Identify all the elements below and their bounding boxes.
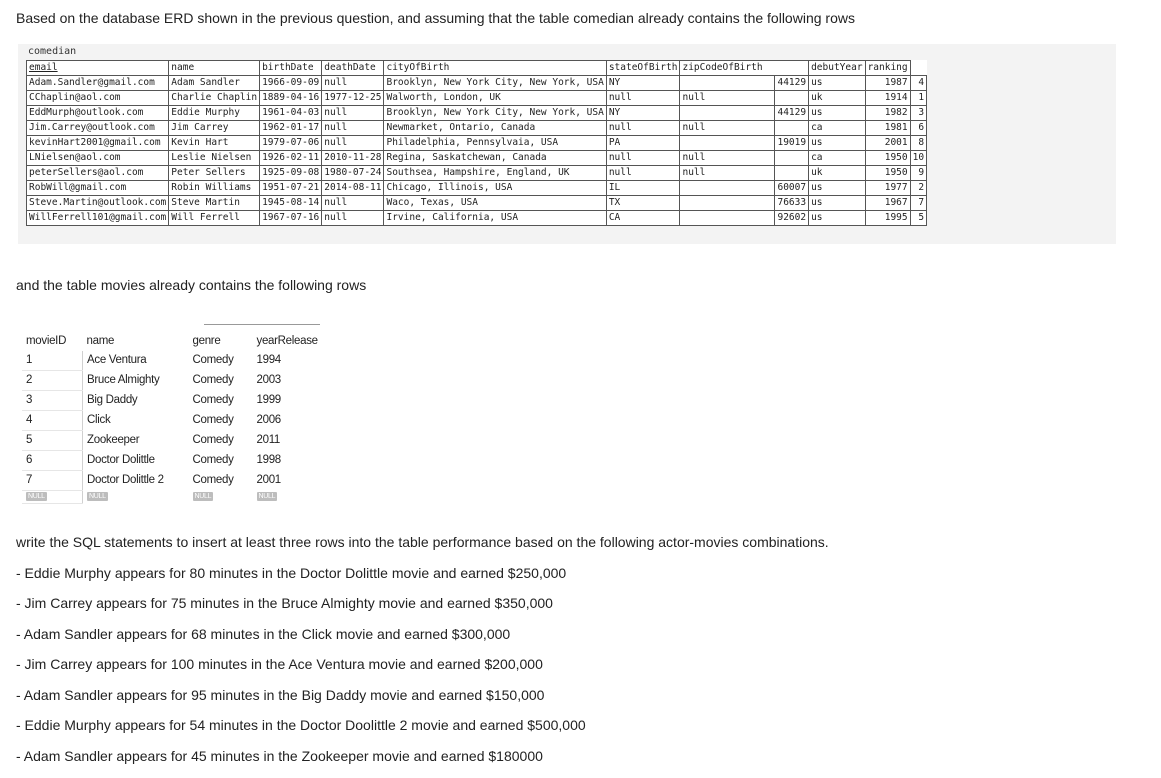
comedian-cell: Irvine, California, USA (384, 211, 606, 226)
movie-row (22, 391, 324, 411)
comedian-cell: us (809, 136, 865, 151)
col-name: name (169, 61, 260, 76)
comedian-row (27, 136, 927, 151)
comedian-cell: peterSellers@aol.com (27, 166, 169, 181)
comedian-cell: 3 (910, 106, 926, 121)
null-badge: NULL (87, 492, 108, 501)
comedian-cell: null (322, 211, 384, 226)
col-debutyear: debutYear (809, 61, 865, 76)
comedian-cell: 1966-09-09 (260, 76, 322, 91)
movie-cell: 2 (22, 371, 83, 391)
movie-cell: 1999 (253, 391, 324, 411)
comedian-cell: 1967 (865, 196, 910, 211)
movie-row (22, 431, 324, 451)
comedian-cell: null (680, 166, 775, 181)
comedian-cell: IL (606, 181, 680, 196)
comedian-cell: Chicago, Illinois, USA (384, 181, 606, 196)
movie-cell: 5 (22, 431, 83, 451)
movies-table (22, 332, 324, 504)
comedian-cell: 4 (910, 76, 926, 91)
movies-divider (204, 324, 320, 325)
comedian-cell: 1 (910, 91, 926, 106)
comedian-table-image (18, 44, 1116, 244)
comedian-cell: Adam.Sandler@gmail.com (27, 76, 169, 91)
comedian-cell: null (322, 76, 384, 91)
col-ranking: ranking (865, 61, 910, 76)
instruction-line: - Adam Sandler appears for 68 minutes in the Click movie and earned $300,000 (16, 626, 829, 657)
comedian-cell: Robin Williams (169, 181, 260, 196)
comedian-cell: null (322, 106, 384, 121)
col-cityofbirth: cityOfBirth (384, 61, 606, 76)
comedian-cell: LNielsen@aol.com (27, 151, 169, 166)
col-deathdate: deathDate (322, 61, 384, 76)
comedian-cell: 1961-04-03 (260, 106, 322, 121)
comedian-cell: 1981 (865, 121, 910, 136)
null-badge: NULL (257, 492, 278, 501)
instruction-line: - Eddie Murphy appears for 54 minutes in the Doctor Doolittle 2 movie and earned $500,000 (16, 717, 829, 748)
comedian-cell: us (809, 76, 865, 91)
comedian-cell: null (606, 121, 680, 136)
comedian-body (27, 76, 927, 226)
comedian-cell: 60007 (775, 181, 809, 196)
comedian-cell (680, 196, 775, 211)
movie-cell: 3 (22, 391, 83, 411)
comedian-cell: WillFerrell101@gmail.com (27, 211, 169, 226)
comedian-cell: null (606, 151, 680, 166)
comedian-row (27, 91, 927, 106)
comedian-cell: Steve.Martin@outlook.com (27, 196, 169, 211)
col-zipcodeofbirth: zipCodeOfBirth (680, 61, 809, 76)
comedian-cell: 1914 (865, 91, 910, 106)
comedian-cell: CChaplin@aol.com (27, 91, 169, 106)
comedian-row (27, 196, 927, 211)
movies-header-row (22, 332, 324, 351)
comedian-cell: 1962-01-17 (260, 121, 322, 136)
comedian-cell: NY (606, 106, 680, 121)
comedian-cell: Walworth, London, UK (384, 91, 606, 106)
comedian-cell: 6 (910, 121, 926, 136)
comedian-cell (680, 211, 775, 226)
movie-cell: Doctor Dolittle (83, 451, 189, 471)
comedian-cell: 1925-09-08 (260, 166, 322, 181)
comedian-cell: ca (809, 151, 865, 166)
comedian-cell: 1950 (865, 151, 910, 166)
comedian-row (27, 121, 927, 136)
comedian-cell: RobWill@gmail.com (27, 181, 169, 196)
comedian-cell (775, 151, 809, 166)
comedian-cell: uk (809, 91, 865, 106)
comedian-cell (680, 181, 775, 196)
comedian-cell: 1926-02-11 (260, 151, 322, 166)
comedian-cell: Jim.Carrey@outlook.com (27, 121, 169, 136)
comedian-cell: 1987 (865, 76, 910, 91)
comedian-cell: uk (809, 166, 865, 181)
comedian-table (26, 60, 927, 226)
comedian-cell: us (809, 106, 865, 121)
comedian-cell: null (606, 91, 680, 106)
comedian-cell: null (680, 91, 775, 106)
comedian-cell: Adam Sandler (169, 76, 260, 91)
comedian-cell: Kevin Hart (169, 136, 260, 151)
movie-cell: 7 (22, 471, 83, 491)
comedian-cell: null (680, 151, 775, 166)
movie-row (22, 411, 324, 431)
movie-cell: Comedy (189, 351, 253, 371)
comedian-row (27, 166, 927, 181)
comedian-cell (775, 121, 809, 136)
movie-row (22, 451, 324, 471)
comedian-cell: TX (606, 196, 680, 211)
comedian-cell (680, 136, 775, 151)
comedian-cell: Peter Sellers (169, 166, 260, 181)
comedian-cell: 44129 (775, 106, 809, 121)
comedian-cell: us (809, 181, 865, 196)
movie-row (22, 471, 324, 491)
comedian-cell: Jim Carrey (169, 121, 260, 136)
movie-row (22, 371, 324, 391)
intro2-text: and the table movies already contains the following rows (16, 277, 366, 293)
instruction-line: write the SQL statements to insert at least three rows into the table performance based on the following actor-movies combinations. (16, 534, 829, 565)
comedian-cell: ca (809, 121, 865, 136)
comedian-row (27, 76, 927, 91)
comedian-cell: null (322, 196, 384, 211)
movie-cell: 2011 (253, 431, 324, 451)
comedian-cell: NY (606, 76, 680, 91)
comedian-cell: PA (606, 136, 680, 151)
comedian-cell: null (322, 136, 384, 151)
movie-null-cell (22, 491, 83, 504)
instruction-line: - Jim Carrey appears for 75 minutes in the Bruce Almighty movie and earned $350,000 (16, 595, 829, 626)
comedian-cell: 1982 (865, 106, 910, 121)
comedian-cell: 1889-04-16 (260, 91, 322, 106)
comedian-cell (680, 76, 775, 91)
movie-cell: Comedy (189, 471, 253, 491)
instruction-line: - Adam Sandler appears for 95 minutes in the Big Daddy movie and earned $150,000 (16, 687, 829, 718)
comedian-cell: 7 (910, 196, 926, 211)
comedian-row (27, 151, 927, 166)
comedian-cell (775, 166, 809, 181)
comedian-row (27, 106, 927, 121)
comedian-cell: us (809, 211, 865, 226)
comedian-cell: 92602 (775, 211, 809, 226)
col-stateofbirth: stateOfBirth (606, 61, 680, 76)
comedian-cell: 10 (910, 151, 926, 166)
instruction-line: - Jim Carrey appears for 100 minutes in the Ace Ventura movie and earned $200,000 (16, 656, 829, 687)
comedian-cell: 9 (910, 166, 926, 181)
movie-cell: 1 (22, 351, 83, 371)
comedian-cell: Leslie Nielsen (169, 151, 260, 166)
comedian-caption: comedian (28, 46, 76, 57)
comedian-cell (680, 106, 775, 121)
intro-text: Based on the database ERD shown in the previous question, and assuming that the table comedian already contains the following rows (16, 10, 855, 26)
comedian-cell: 44129 (775, 76, 809, 91)
movie-null-cell (189, 491, 253, 504)
comedian-cell: null (322, 121, 384, 136)
comedian-cell: 1977 (865, 181, 910, 196)
movie-cell: Comedy (189, 371, 253, 391)
comedian-cell: 5 (910, 211, 926, 226)
col-name: name (83, 332, 189, 351)
movie-cell: Doctor Dolittle 2 (83, 471, 189, 491)
movie-cell: Comedy (189, 391, 253, 411)
comedian-cell (775, 91, 809, 106)
comedian-cell: 1995 (865, 211, 910, 226)
comedian-cell: 1951-07-21 (260, 181, 322, 196)
comedian-cell: kevinHart2001@gmail.com (27, 136, 169, 151)
movie-cell: Comedy (189, 431, 253, 451)
comedian-cell: Southsea, Hampshire, England, UK (384, 166, 606, 181)
comedian-cell: Waco, Texas, USA (384, 196, 606, 211)
movie-cell: Comedy (189, 411, 253, 431)
movie-cell: 2003 (253, 371, 324, 391)
comedian-cell: EddMurph@outlook.com (27, 106, 169, 121)
comedian-header-row (27, 61, 927, 76)
instruction-line: - Eddie Murphy appears for 80 minutes in the Doctor Dolittle movie and earned $250,000 (16, 565, 829, 596)
col-movieid: movieID (22, 332, 83, 351)
comedian-cell: us (809, 196, 865, 211)
comedian-cell: null (606, 166, 680, 181)
movies-table-image (18, 322, 338, 498)
comedian-cell: Brooklyn, New York City, New York, USA (384, 76, 606, 91)
movie-row (22, 351, 324, 371)
comedian-row (27, 211, 927, 226)
movie-cell: 1998 (253, 451, 324, 471)
movie-null-row (22, 491, 324, 504)
movie-cell: Click (83, 411, 189, 431)
comedian-cell: 1945-08-14 (260, 196, 322, 211)
comedian-cell: CA (606, 211, 680, 226)
movie-cell: 6 (22, 451, 83, 471)
comedian-cell: 2 (910, 181, 926, 196)
instructions (16, 534, 829, 778)
col-email: email (27, 61, 169, 76)
movie-cell: Zookeeper (83, 431, 189, 451)
comedian-cell: 1980-07-24 (322, 166, 384, 181)
comedian-cell: 2014-08-11 (322, 181, 384, 196)
comedian-cell: Regina, Saskatchewan, Canada (384, 151, 606, 166)
null-badge: NULL (193, 492, 214, 501)
comedian-cell: Philadelphia, Pennsylvaia, USA (384, 136, 606, 151)
comedian-cell: Brooklyn, New York City, New York, USA (384, 106, 606, 121)
comedian-cell: 1950 (865, 166, 910, 181)
instruction-line: - Adam Sandler appears for 45 minutes in the Zookeeper movie and earned $180000 (16, 748, 829, 778)
comedian-cell: null (680, 121, 775, 136)
comedian-cell: Will Ferrell (169, 211, 260, 226)
movie-cell: Comedy (189, 451, 253, 471)
movie-cell: 2006 (253, 411, 324, 431)
col-yearrelease: yearRelease (253, 332, 324, 351)
comedian-cell: 1977-12-25 (322, 91, 384, 106)
movie-cell: 2001 (253, 471, 324, 491)
movie-cell: Ace Ventura (83, 351, 189, 371)
movies-body (22, 351, 324, 504)
comedian-cell: Charlie Chaplin (169, 91, 260, 106)
comedian-cell: 1979-07-06 (260, 136, 322, 151)
movie-cell: Bruce Almighty (83, 371, 189, 391)
comedian-cell: 8 (910, 136, 926, 151)
col-birthdate: birthDate (260, 61, 322, 76)
comedian-cell: Eddie Murphy (169, 106, 260, 121)
col-genre: genre (189, 332, 253, 351)
comedian-cell: 76633 (775, 196, 809, 211)
movie-cell: 4 (22, 411, 83, 431)
movie-cell: 1994 (253, 351, 324, 371)
comedian-cell: 2010-11-28 (322, 151, 384, 166)
comedian-cell: Newmarket, Ontario, Canada (384, 121, 606, 136)
comedian-cell: Steve Martin (169, 196, 260, 211)
comedian-cell: 19019 (775, 136, 809, 151)
movie-null-cell (83, 491, 189, 504)
comedian-cell: 1967-07-16 (260, 211, 322, 226)
null-badge: NULL (26, 492, 47, 501)
comedian-cell: 2001 (865, 136, 910, 151)
comedian-row (27, 181, 927, 196)
movie-cell: Big Daddy (83, 391, 189, 411)
movie-null-cell (253, 491, 324, 504)
